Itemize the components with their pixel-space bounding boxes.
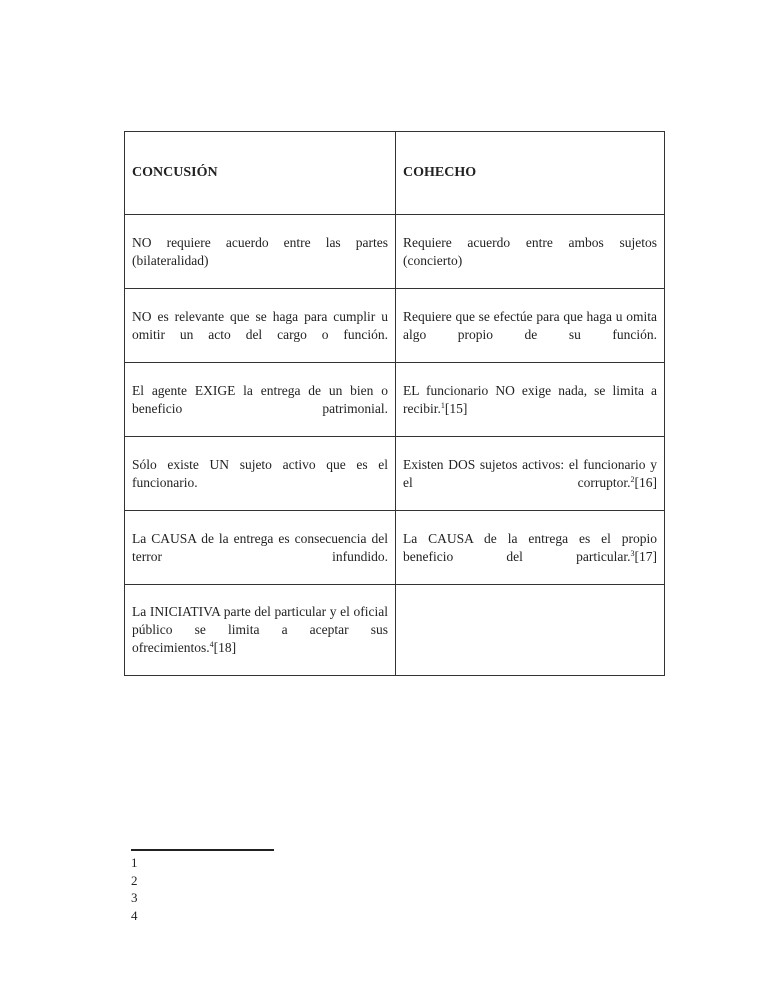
- footnote-number: 3: [131, 890, 138, 905]
- header-cohecho: COHECHO: [396, 132, 665, 215]
- footnote-number: 2: [131, 872, 138, 888]
- table-header-row: [125, 132, 665, 215]
- concusion-cell: NO requiere acuerdo entre las partes (bilateralidad): [125, 215, 396, 289]
- table-row: [125, 437, 665, 511]
- comparison-table: [124, 131, 665, 676]
- footnote-number: 4: [131, 907, 138, 923]
- cohecho-cell: Existen DOS sujetos activos: el funcionario y el corruptor.$^2$[16]: [396, 437, 665, 511]
- concusion-cell: NO es relevante que se haga para cumplir u omitir un acto del cargo o función.: [125, 289, 396, 363]
- footnote-ref[interactable]: 1: [440, 400, 445, 410]
- footnote-number: 1: [131, 855, 138, 870]
- endnote-ref[interactable]: [15]: [444, 400, 468, 416]
- footnote-separator: [131, 849, 274, 851]
- table-row: [125, 511, 665, 585]
- table-row: [125, 585, 665, 676]
- empty-cell: [396, 585, 665, 676]
- cohecho-cell: Requiere que se efectúe para que haga u omita algo propio de su función.: [396, 289, 665, 363]
- table-row: [125, 215, 665, 289]
- table-row: [125, 289, 665, 363]
- concusion-cell: El agente EXIGE la entrega de un bien o beneficio patrimonial.: [125, 363, 396, 437]
- footnotes: [131, 854, 138, 924]
- cohecho-cell: La CAUSA de la entrega es el propio beneficio del particular.$^3$[17]: [396, 511, 665, 585]
- cohecho-cell: Requiere acuerdo entre ambos sujetos (concierto): [396, 215, 665, 289]
- cohecho-cell: EL funcionario NO exige nada, se limita a recibir.$^1$[15]: [396, 363, 665, 437]
- footnote-ref[interactable]: 3: [630, 548, 635, 558]
- footnote-ref[interactable]: 4: [209, 640, 214, 649]
- header-concusion: CONCUSIÓN: [125, 132, 396, 215]
- endnote-ref[interactable]: [18]: [213, 640, 237, 655]
- endnote-ref[interactable]: [17]: [634, 548, 657, 564]
- endnote-ref[interactable]: [16]: [634, 474, 657, 490]
- concusion-cell: La INICIATIVA parte del particular y el oficial público se limita a aceptar sus ofrecimientos.$^4$[18]: [125, 585, 396, 676]
- concusion-cell: Sólo existe UN sujeto activo que es el funcionario.: [125, 437, 396, 511]
- footnote-ref[interactable]: 2: [630, 474, 635, 484]
- concusion-cell: La CAUSA de la entrega es consecuencia del terror infundido.: [125, 511, 396, 585]
- table-row: [125, 363, 665, 437]
